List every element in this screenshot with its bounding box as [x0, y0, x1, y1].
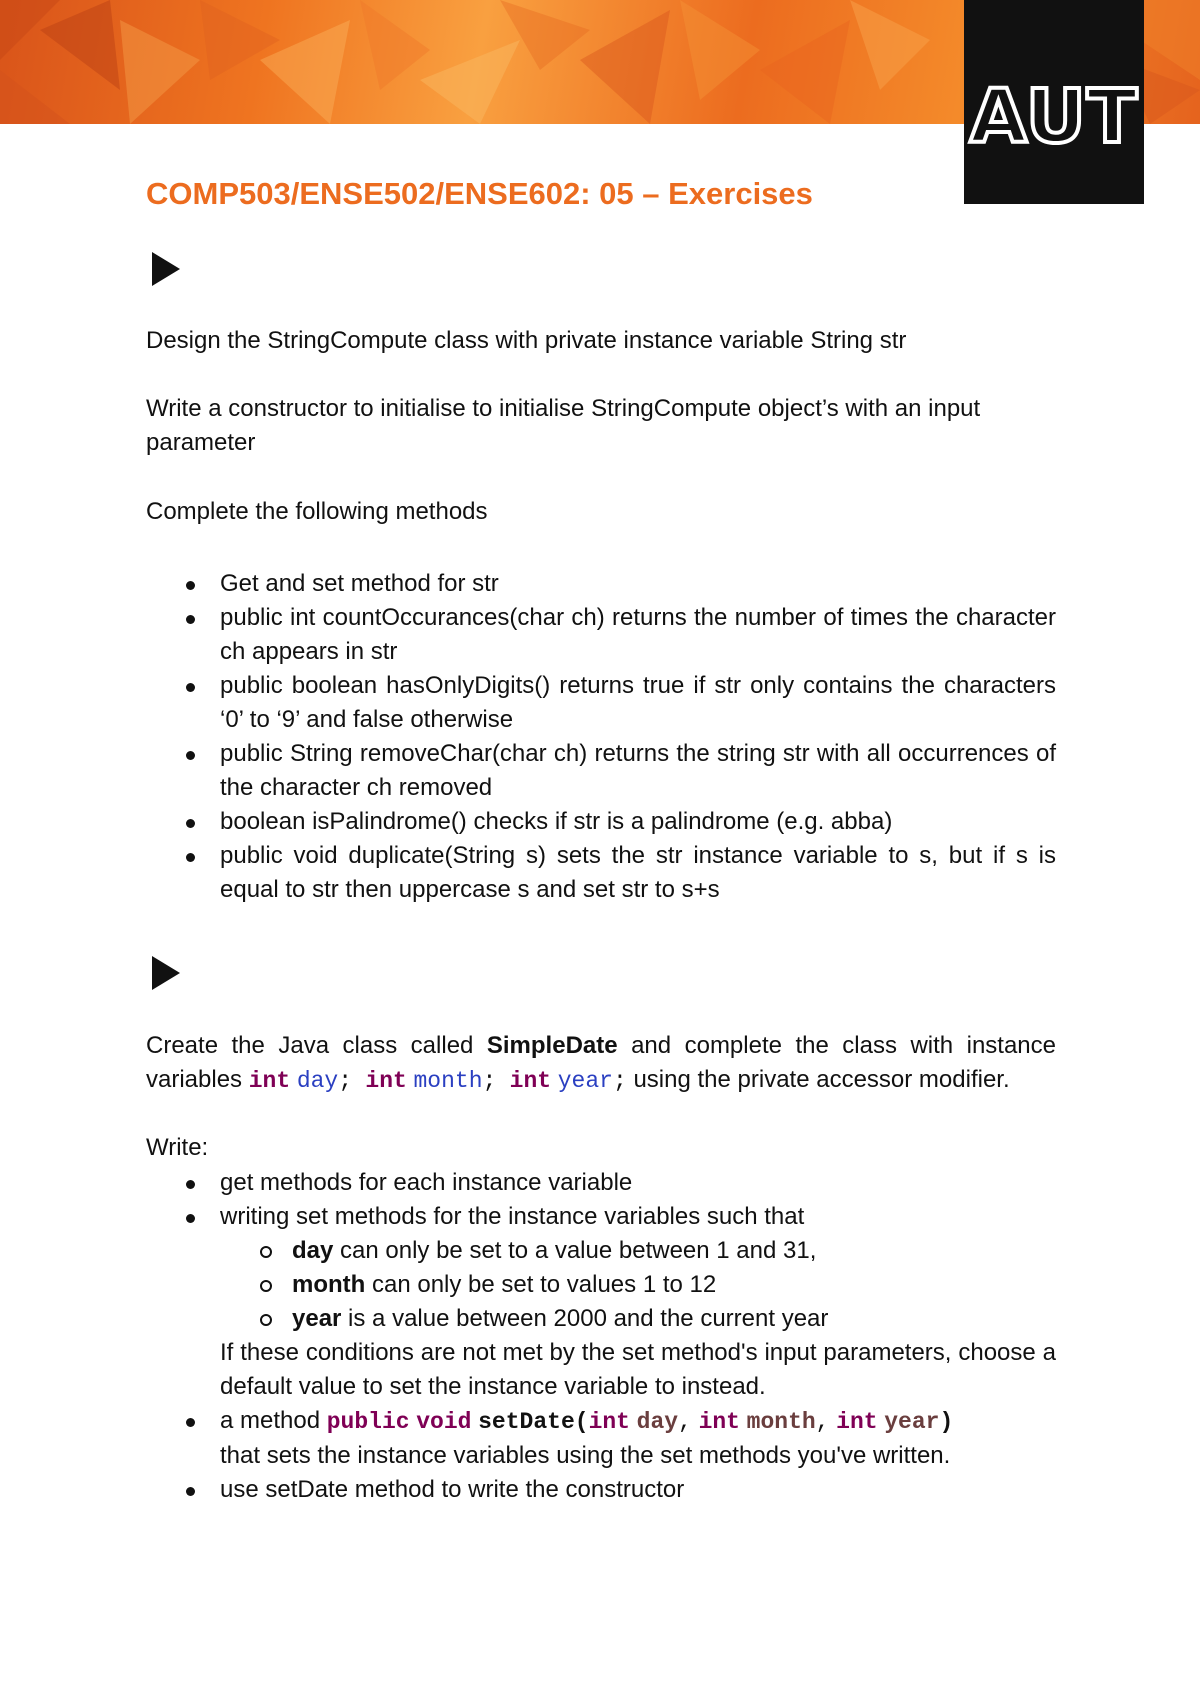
circle-bullet-icon	[260, 1314, 272, 1326]
play-arrow-icon	[152, 252, 180, 286]
exercise1-paragraph-3: Complete the following methods	[146, 498, 488, 525]
bullet-dot-icon	[186, 853, 195, 862]
list-item: public void duplicate(String s) sets the str instance variable to s, but if s is equal to str then uppercase s and set str to s+s	[146, 839, 1056, 907]
page-title: COMP503/ENSE502/ENSE602: 05 – Exercises	[146, 176, 813, 211]
exercise2-task-list	[146, 1166, 1056, 1507]
list-item: month can only be set to values 1 to 12	[220, 1268, 1056, 1302]
bullet-dot-icon	[186, 1180, 195, 1189]
list-item: year is a value between 2000 and the current year	[220, 1302, 1056, 1336]
bullet-dot-icon	[186, 1487, 195, 1496]
write-label: Write:	[146, 1134, 209, 1161]
bullet-dot-icon	[186, 819, 195, 828]
exercise1-paragraph-2: Write a constructor to initialise to initialise StringCompute object’s with an input parameter	[146, 395, 981, 456]
list-item: public String removeChar(char ch) returns the string str with all occurrences of the character ch removed	[146, 737, 1056, 805]
bullet-dot-icon	[186, 615, 195, 624]
bullet-dot-icon	[186, 1418, 195, 1427]
exercise2-intro: Create the Java class called SimpleDate and complete the class with instance variables int day; int month; int year; using the private accessor modifier.	[146, 1032, 1056, 1094]
list-item: public int countOccurances(char ch) returns the number of times the character ch appears in str	[146, 601, 1056, 669]
conditions-note: If these conditions are not met by the set method's input parameters, choose a default value to set the instance variable to instead.	[220, 1339, 1056, 1400]
bullet-dot-icon	[186, 751, 195, 760]
exercise1-paragraph-1: Design the StringCompute class with private instance variable String str	[146, 327, 907, 354]
class-name: SimpleDate	[486, 1032, 618, 1059]
list-item: writing set methods for the instance variables such that day can only be set to a value between 1 and 31, month can only be set to values 1 to 12 year is a value between 2000 and the current year If these conditions are not met by the set method's input parameters, choose a default value to set the instance variable to instead.	[146, 1200, 1056, 1404]
list-item: day can only be set to a value between 1 and 31,	[220, 1234, 1056, 1268]
list-item: boolean isPalindrome() checks if str is a palindrome (e.g. abba)	[146, 805, 1056, 839]
list-item: public boolean hasOnlyDigits() returns true if str only contains the characters ‘0’ to ‘9’ and false otherwise	[146, 669, 1056, 737]
logo-text: AUT	[969, 74, 1139, 160]
bullet-dot-icon	[186, 1214, 195, 1223]
bullet-dot-icon	[186, 581, 195, 590]
play-arrow-icon	[152, 956, 180, 990]
list-item: use setDate method to write the constructor	[146, 1473, 1056, 1507]
bullet-dot-icon	[186, 683, 195, 692]
list-item: Get and set method for str	[146, 567, 1056, 601]
list-item: get methods for each instance variable	[146, 1166, 1056, 1200]
list-item: a method public void setDate(int day, int month, int year) that sets the instance variables using the set methods you've written.	[146, 1404, 1056, 1473]
setter-conditions-list	[220, 1234, 1056, 1336]
aut-logo	[964, 0, 1144, 204]
circle-bullet-icon	[260, 1246, 272, 1258]
exercise1-method-list	[146, 567, 1056, 907]
circle-bullet-icon	[260, 1280, 272, 1292]
